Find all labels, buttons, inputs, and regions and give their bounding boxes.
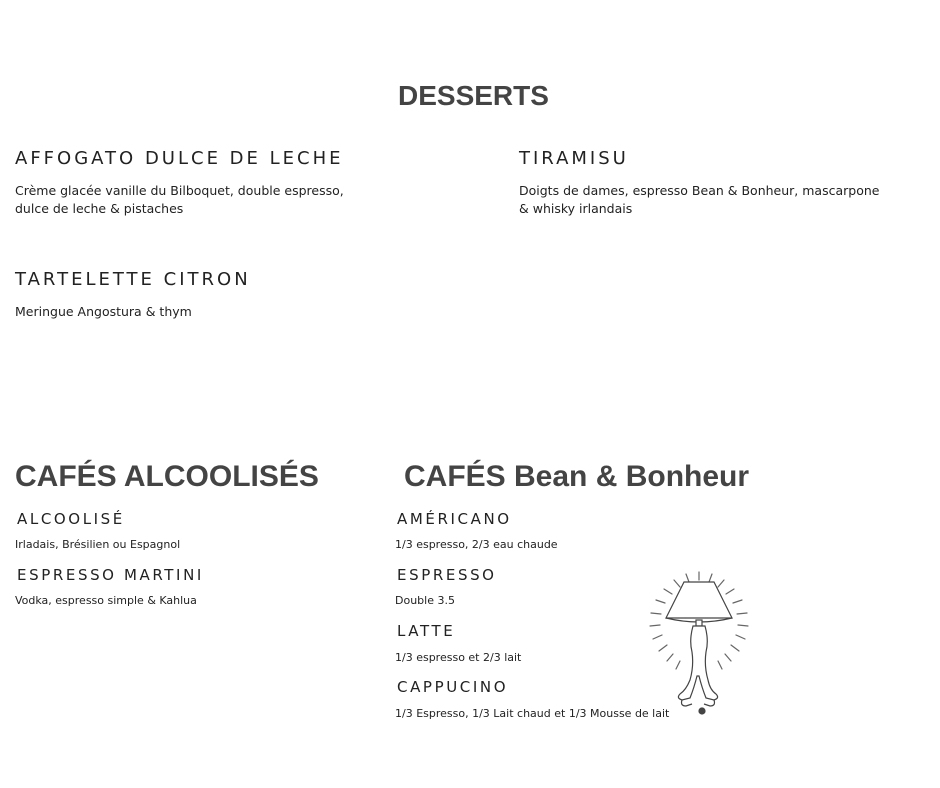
lamp-illustration-icon xyxy=(646,570,752,716)
dessert-description-affogato xyxy=(15,182,435,218)
coffee-description-espresso: Double 3.5 xyxy=(395,594,455,607)
coffee-name-americano: AMÉRICANO xyxy=(397,510,512,528)
desserts-title: DESSERTS xyxy=(398,80,549,111)
coffee-name-alcoolise: ALCOOLISÉ xyxy=(17,510,125,528)
dessert-description-line: dulce de leche & pistaches xyxy=(15,201,184,216)
coffee-name-espresso: ESPRESSO xyxy=(397,566,497,584)
coffee-description-latte: 1/3 espresso et 2/3 lait xyxy=(395,651,522,664)
coffee-name-espresso-martini: ESPRESSO MARTINI xyxy=(17,566,204,584)
dessert-description-line: Meringue Angostura & thym xyxy=(15,304,192,319)
cafes-alcoolises-title: CAFÉS ALCOOLISÉS xyxy=(15,460,319,493)
dessert-description-line: Doigts de dames, espresso Bean & Bonheur, mascarpone xyxy=(519,183,880,198)
lamp-body xyxy=(666,582,732,714)
coffee-description-cappucino: 1/3 Espresso, 1/3 Lait chaud et 1/3 Mousse de lait xyxy=(395,707,670,720)
dessert-description-tiramisu xyxy=(519,182,937,218)
coffee-description-espresso-martini: Vodka, espresso simple & Kahlua xyxy=(15,594,197,607)
coffee-name-latte: LATTE xyxy=(397,622,456,640)
coffee-description-americano: 1/3 espresso, 2/3 eau chaude xyxy=(395,538,558,551)
dessert-name-affogato: AFFOGATO DULCE DE LECHE xyxy=(15,148,344,169)
coffee-description-alcoolise: Irladais, Brésilien ou Espagnol xyxy=(15,538,181,551)
dessert-name-tartelette: TARTELETTE CITRON xyxy=(15,269,251,290)
dessert-name-tiramisu: TIRAMISU xyxy=(519,148,629,169)
cafes-bean-bonheur-title: CAFÉS Bean & Bonheur xyxy=(404,460,750,493)
dessert-description-tartelette xyxy=(15,303,435,321)
dessert-description-line: Crème glacée vanille du Bilboquet, double espresso, xyxy=(15,183,344,198)
coffee-name-cappucino: CAPPUCINO xyxy=(397,678,509,696)
dessert-description-line: & whisky irlandais xyxy=(519,201,633,216)
